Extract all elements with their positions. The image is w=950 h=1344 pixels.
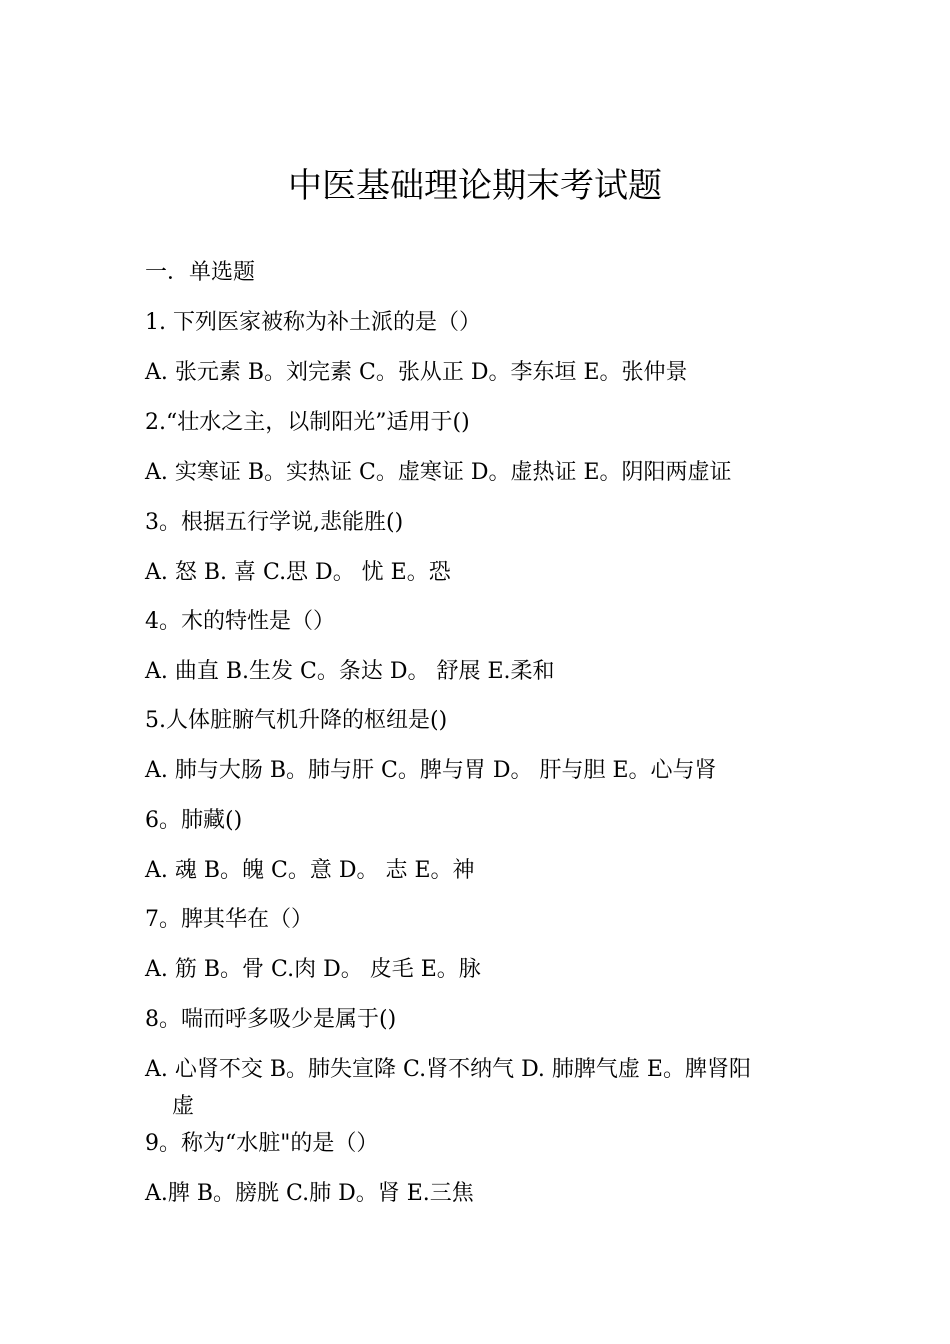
question-3-stem: 3。根据五行学说,悲能胜() — [145, 510, 404, 535]
question-1-options: A. 张元素 B。刘完素 C。张从正 D。李东垣 E。张仲景 — [145, 360, 688, 385]
question-4-stem: 4。木的特性是（） — [145, 609, 335, 634]
question-8-options: A. 心肾不交 B。肺失宣降 C.肾不纳气 D. 肺脾气虚 E。脾肾阳 — [145, 1057, 751, 1082]
question-6-stem: 6。肺藏() — [145, 808, 243, 833]
question-9-options: A.脾 B。膀胱 C.肺 D。肾 E.三焦 — [145, 1181, 474, 1206]
question-6-options: A. 魂 B。魄 C。意 D。 志 E。神 — [145, 858, 475, 883]
question-7-stem: 7。脾其华在（） — [145, 907, 313, 932]
question-8-options-continuation: 虚 — [172, 1094, 195, 1119]
question-3-options: A. 怒 B. 喜 C.思 D。 忧 E。恐 — [145, 560, 451, 585]
question-7-options: A. 筋 B。骨 C.肉 D。 皮毛 E。脉 — [145, 957, 481, 982]
question-5-options: A. 肺与大肠 B。肺与肝 C。脾与胃 D。 肝与胆 E。心与肾 — [145, 758, 717, 783]
question-2-stem: 2.“壮水之主，以制阳光”适用于() — [145, 410, 470, 435]
question-5-stem: 5.人体脏腑气机升降的枢纽是() — [145, 708, 448, 733]
question-2-options: A. 实寒证 B。实热证 C。虚寒证 D。虚热证 E。阴阳两虚证 — [145, 460, 732, 485]
section-heading: 一．单选题 — [145, 260, 256, 285]
page-title: 中医基础理论期末考试题 — [288, 166, 662, 206]
question-9-stem: 9。称为“水脏"的是（） — [145, 1131, 379, 1156]
question-8-stem: 8。喘而呼多吸少是属于() — [145, 1007, 397, 1032]
question-4-options: A. 曲直 B.生发 C。条达 D。 舒展 E.柔和 — [145, 659, 555, 684]
question-1-stem: 1. 下列医家被称为补土派的是（） — [145, 310, 481, 335]
